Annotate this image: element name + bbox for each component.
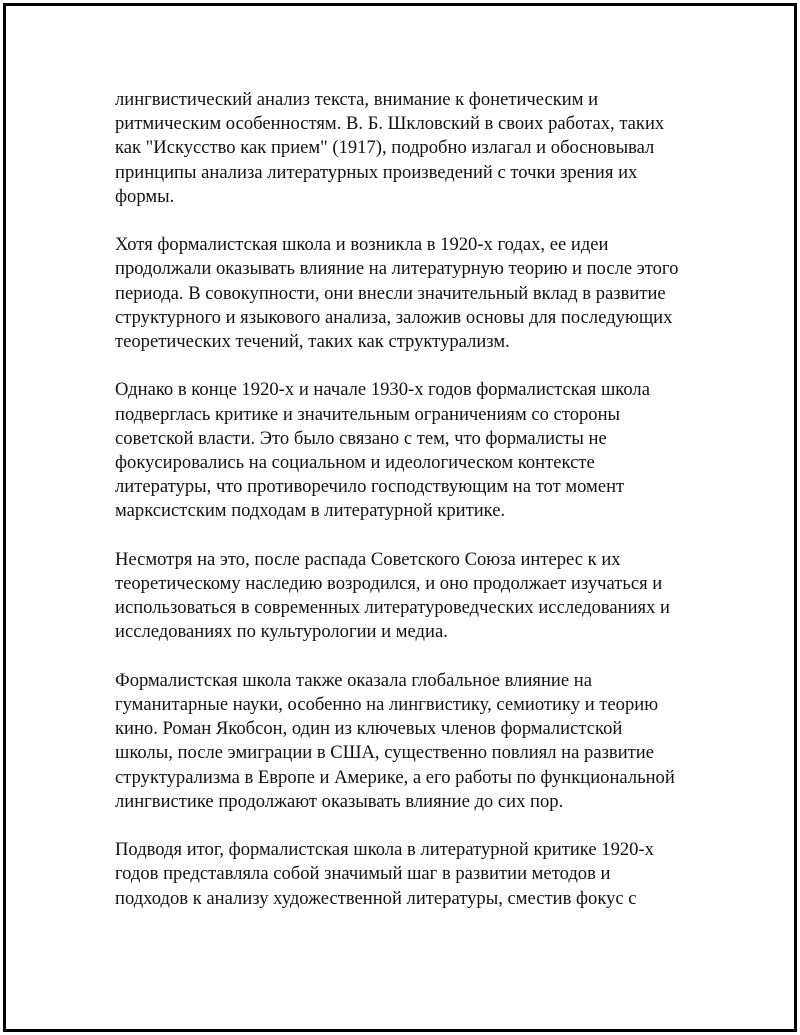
text-line: кино. Роман Якобсон, один из ключевых членов формалистской (115, 718, 623, 740)
paragraph-1 (115, 88, 687, 209)
text-line: Хотя формалистская школа и возникла в 1920-х годах, ее идеи (115, 234, 609, 256)
text-line: ритмическим особенностям. В. Б. Шкловский в своих работах, таких (115, 113, 665, 135)
text-line: Подводя итог, формалистская школа в литературной критике 1920-х (115, 839, 654, 861)
paragraph-2 (115, 233, 687, 354)
text-line: марксистским подходам в литературной критике. (115, 500, 506, 522)
text-line: как "Искусство как прием" (1917), подробно излагал и обосновывал (115, 137, 655, 159)
paragraph-6 (115, 838, 687, 911)
text-line: теоретических течений, таких как структурализм. (115, 331, 510, 353)
paragraph-5 (115, 669, 687, 814)
paragraph-3 (115, 378, 687, 523)
text-line: гуманитарные науки, особенно на лингвистику, семиотику и теорию (115, 694, 659, 716)
text-line: школы, после эмиграции в США, существенно повлиял на развитие (115, 742, 654, 764)
document-body (115, 88, 687, 935)
text-line: структурализма в Европе и Америке, а его работы по функциональной (115, 766, 675, 788)
text-line: формы. (115, 185, 175, 207)
text-line: литературы, что противоречило господствующим на тот момент (115, 476, 625, 498)
paragraph-4 (115, 548, 687, 645)
text-line: подходов к анализу художественной литературы, сместив фокус с (115, 887, 637, 909)
text-line: принципы анализа литературных произведений с точки зрения их (115, 161, 638, 183)
text-line: исследованиях по культурологии и медиа. (115, 621, 448, 643)
text-line: лингвистический анализ текста, внимание к фонетическим и (115, 89, 599, 110)
text-line: Формалистская школа также оказала глобальное влияние на (115, 669, 592, 691)
text-line: теоретическому наследию возродился, и оно продолжает изучаться и (115, 573, 663, 595)
text-line: советской власти. Это было связано с тем, что формалисты не (115, 427, 607, 449)
text-line: периода. В совокупности, они внесли значительный вклад в развитие (115, 282, 666, 304)
text-line: использоваться в современных литературоведческих исследованиях и (115, 597, 670, 619)
text-line: Однако в конце 1920-х и начале 1930-х годов формалистская школа (115, 379, 650, 401)
text-line: продолжали оказывать влияние на литературную теорию и после этого (115, 258, 679, 280)
text-line: структурного и языкового анализа, заложив основы для последующих (115, 306, 673, 328)
text-line: подверглась критике и значительным ограничениям со стороны (115, 403, 621, 425)
text-line: лингвистике продолжают оказывать влияние до сих пор. (115, 790, 564, 812)
text-line: годов представляла собой значимый шаг в развитии методов и (115, 863, 611, 885)
text-line: Несмотря на это, после распада Советского Союза интерес к их (115, 548, 621, 570)
text-line: фокусировались на социальном и идеологическом контексте (115, 452, 595, 474)
